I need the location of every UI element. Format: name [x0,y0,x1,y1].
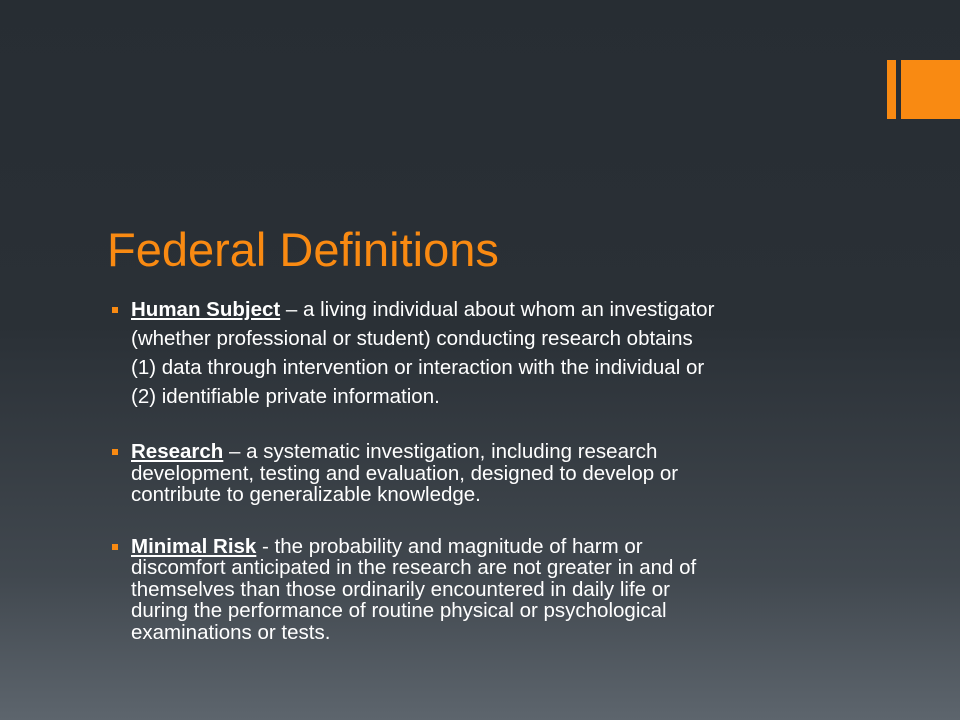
bullet-list [112,295,902,643]
definition-text: development, testing and evaluation, designed to develop or [131,461,679,485]
definition-text: – a living individual about whom an investigator [280,298,715,321]
slide-title: Federal Definitions [107,223,499,276]
definition-text: (2) identifiable private information. [131,385,440,408]
definition-text: (whether professional or student) conducting research obtains [131,327,693,350]
definition-term: Human Subject [131,298,281,321]
definition-text: - the probability and magnitude of harm or [256,534,643,558]
definition-text: during the performance of routine physical or psychological [131,599,667,622]
bullet-line [131,295,902,324]
definition-text: – a systematic investigation, including research [223,440,658,463]
definition-text: contribute to generalizable knowledge. [131,483,481,506]
bullet-research [112,441,902,506]
bullet-human-subject [112,295,902,411]
definition-text: themselves than those ordinarily encountered in daily life or [131,577,670,601]
definition-text: (1) data through intervention or interaction with the individual or [131,356,705,379]
bullet-line [131,441,902,463]
square-bullet-icon [112,307,118,313]
definition-term: Minimal Risk [131,534,257,558]
definition-text: discomfort anticipated in the research are not greater in and of [131,556,697,579]
square-bullet-icon [112,544,118,550]
accent-bar-thin [887,60,896,119]
definition-term: Research [131,440,224,463]
square-bullet-icon [112,449,118,455]
bullet-minimal-risk [112,536,902,644]
bullet-line [131,536,902,558]
definition-text: examinations or tests. [131,620,331,644]
accent-bar-square [901,60,960,119]
